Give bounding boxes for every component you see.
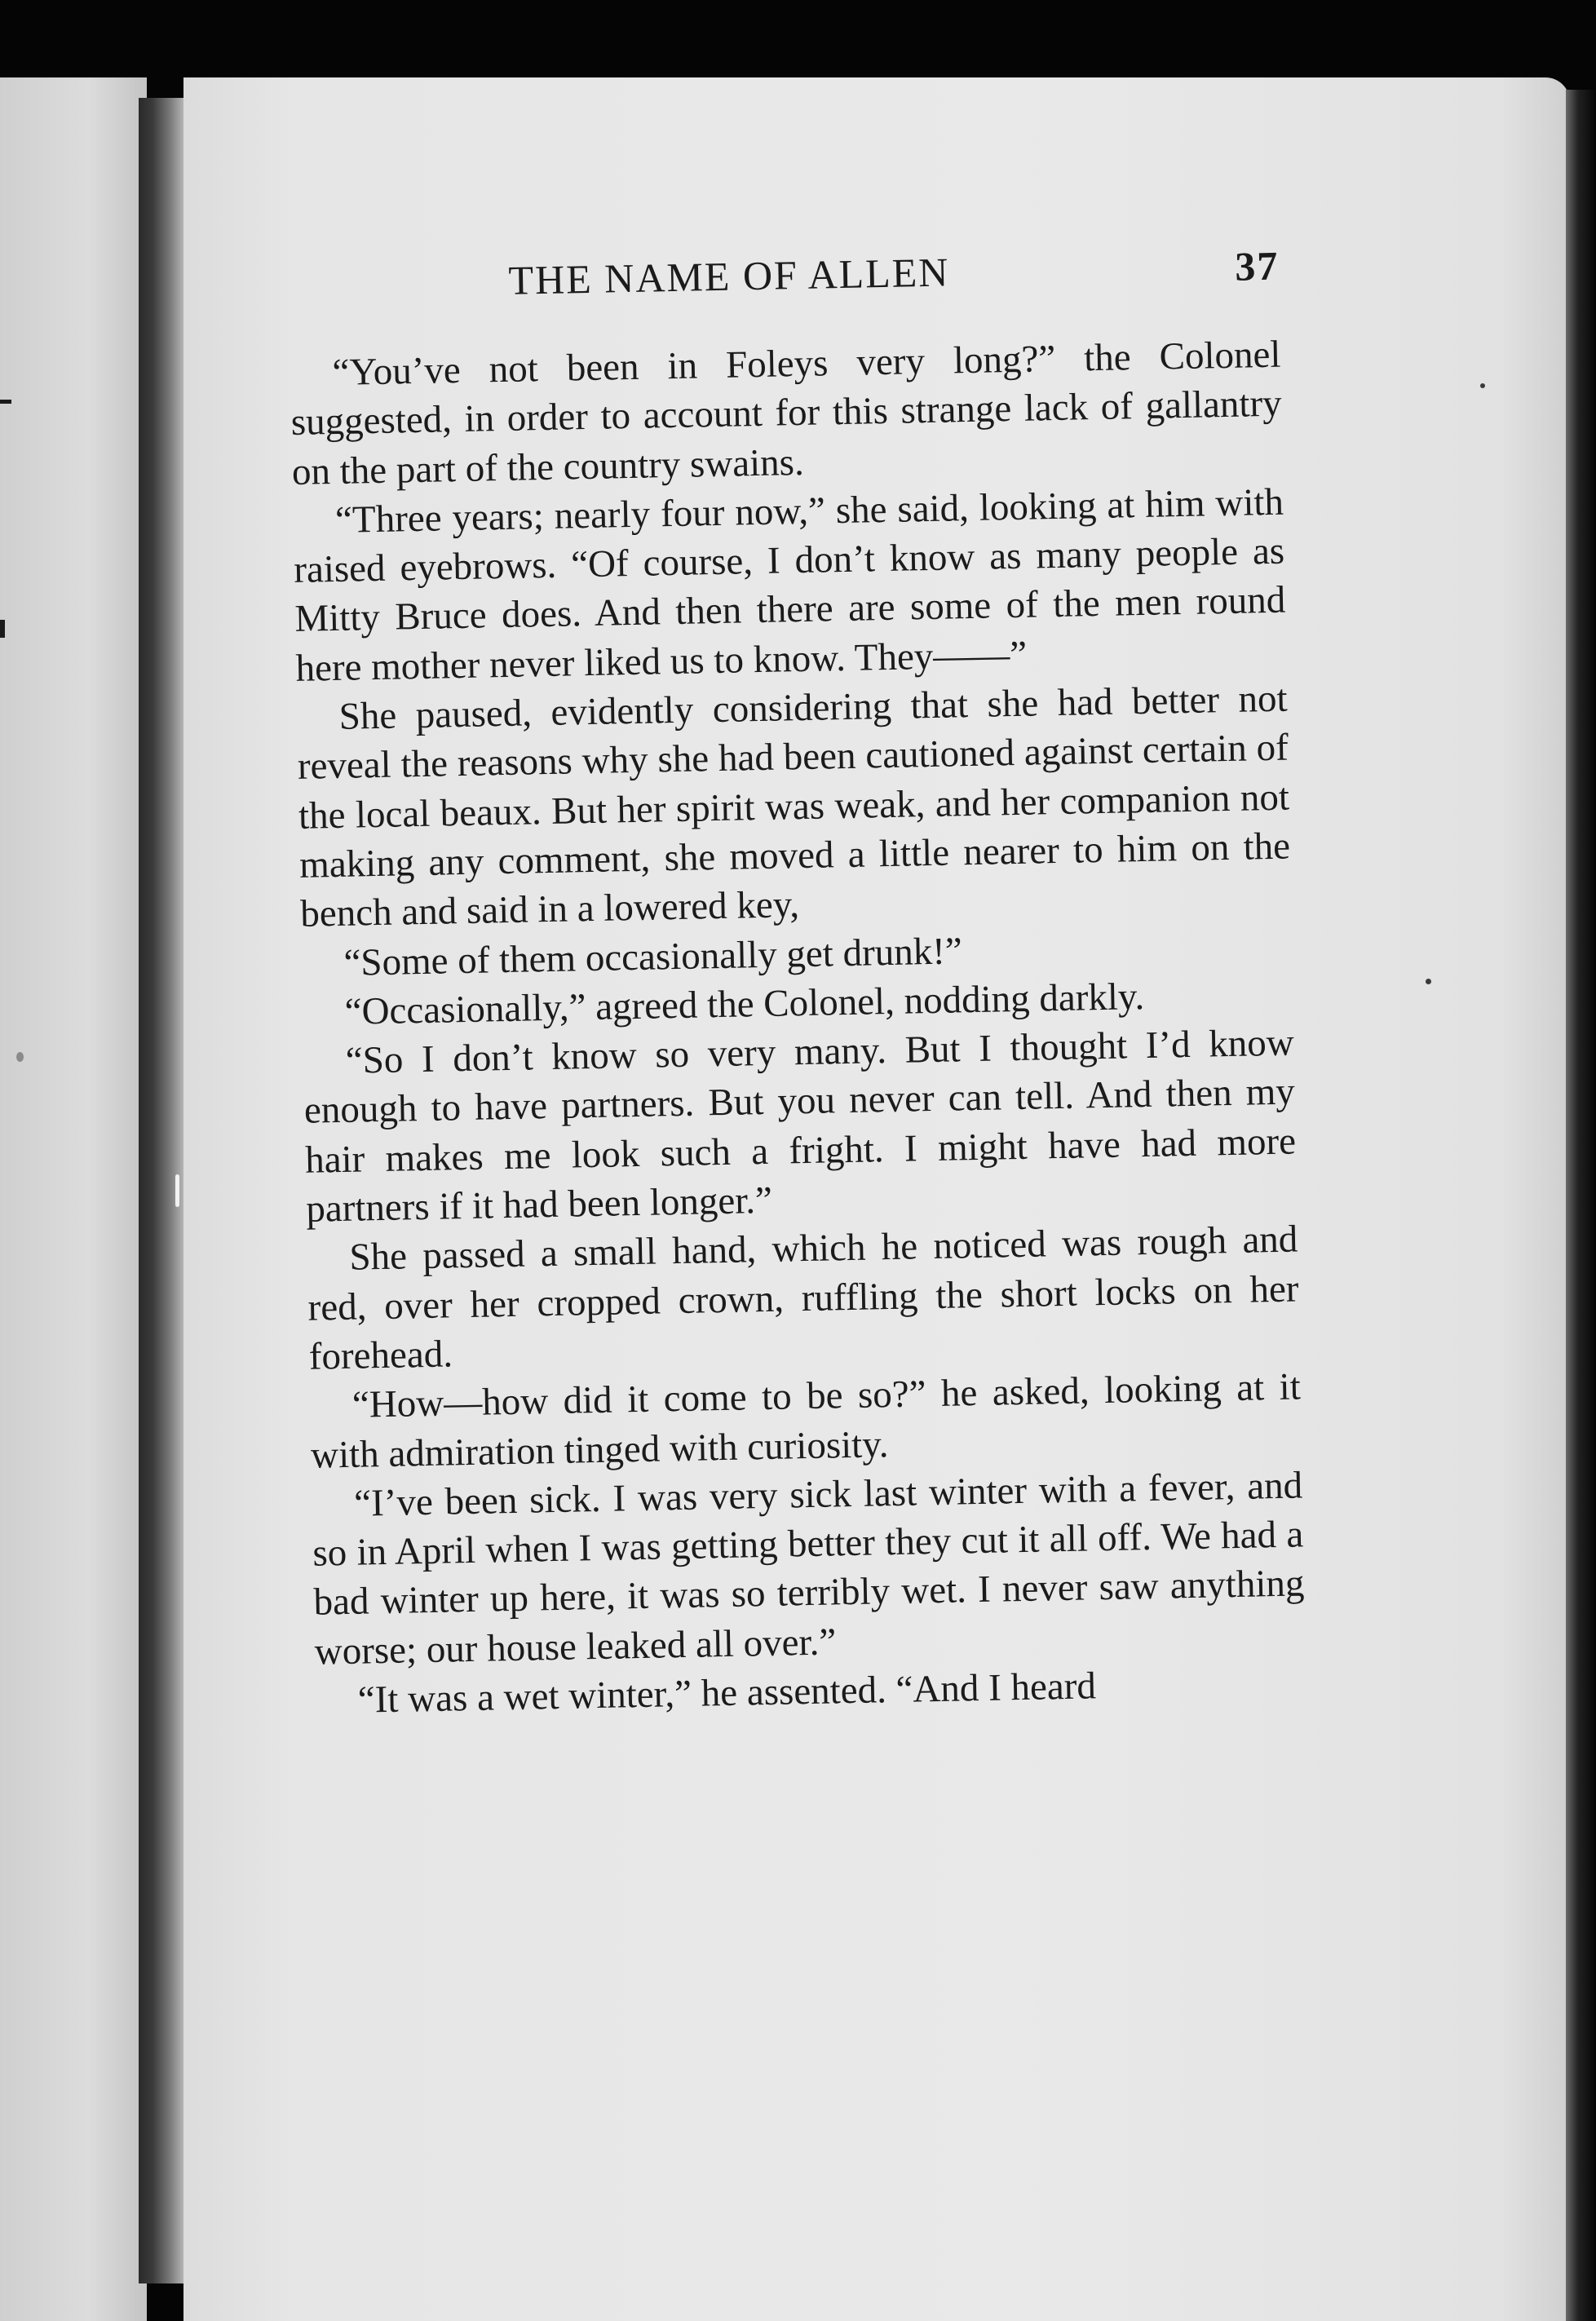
page-content [288, 242, 1306, 1726]
paragraph: “You’ve not been in Foleys very long?” the Colonel suggested, in order to account for this strange lack of gallantry on the part of the country swains. [290, 333, 1283, 493]
paragraph: “How—how did it come to be so?” he asked, looking at it with admiration tinged with curiosity. [310, 1365, 1302, 1477]
paragraph: She paused, evidently considering that she had better not reveal the reasons why she had been cautioned against certain of the local beaux. But her spirit was weak, and her companion not making any comment, she moved a little nearer to him on the bench and said in a lowered key, [297, 677, 1291, 936]
paragraph: “It was a wet winter,” he assented. “And I heard [357, 1664, 1097, 1722]
page-number: 37 [1234, 242, 1280, 290]
paragraph: “I’ve been sick. I was very sick last winter with a fever, and so in April when I was getting better they cut it all off. We had a bad winter up here, it was so terribly wet. I never saw anything worse; our house leaked all over.” [312, 1464, 1305, 1673]
facing-page-mark [0, 620, 5, 638]
page-speck [175, 1174, 179, 1207]
page-speck [1480, 383, 1485, 388]
paragraph: She passed a small hand, which he noticed was rough and red, over her cropped crown, ruffling the short locks on her forehead. [307, 1218, 1299, 1378]
paragraph: “So I don’t know so very many. But I thought I’d know enough to have partners. But you never can tell. And then my hair makes me look such a fright. I might have had more partners if it had been longer.” [303, 1021, 1297, 1231]
paragraph: “Three years; nearly four now,” she said, looking at him with raised eyebrows. “Of course, I don’t know as many people as Mitty Bruce does. And then there are some of the men round here mother never liked us to know. They——” [293, 480, 1286, 690]
paragraph: “Occasionally,” agreed the Colonel, nodding darkly. [344, 975, 1145, 1033]
page-speck [16, 1052, 24, 1062]
paragraph: “Some of them occasionally get drunk!” [343, 929, 963, 984]
page-speck [1426, 979, 1431, 984]
page-edge-shadow [1566, 90, 1596, 2321]
facing-page-edge [0, 77, 147, 2321]
running-title: THE NAME OF ALLEN [507, 249, 950, 303]
facing-page-mark [0, 400, 11, 404]
body-text [290, 330, 1306, 1726]
